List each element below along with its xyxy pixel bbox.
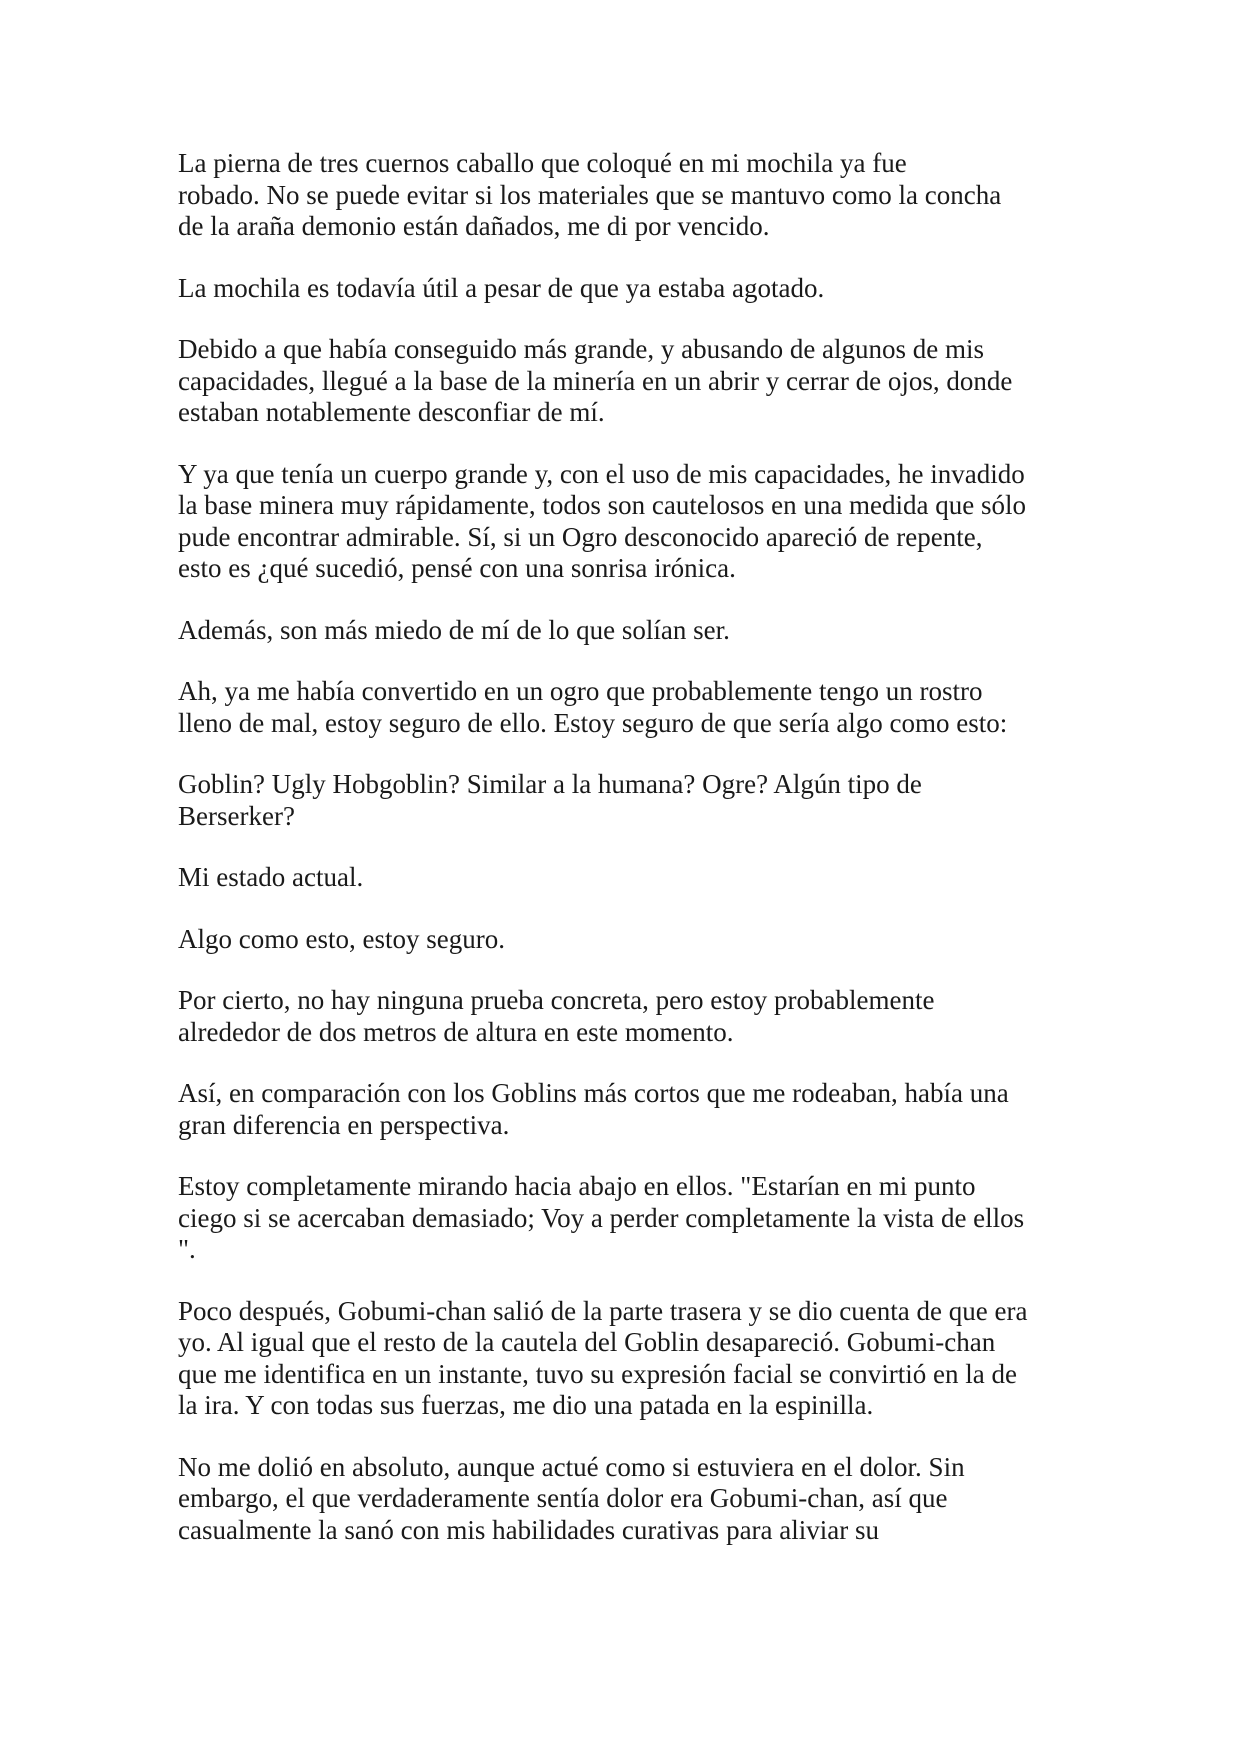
text-line: la base minera muy rápidamente, todos son cautelosos en una medida que sólo [178,490,1027,520]
paragraph-10 [178,985,1078,1048]
text-line: esto es ¿qué sucedió, pensé con una sonrisa irónica. [178,553,736,583]
paragraph-8 [178,862,1078,894]
text-line: No me dolió en absoluto, aunque actué como si estuviera en el dolor. Sin [178,1451,965,1482]
text-line: pude encontrar admirable. Sí, si un Ogro desconocido apareció de repente, [178,521,983,552]
text-line: ". [178,1234,196,1264]
paragraph-3 [178,334,1078,429]
text-line: yo. Al igual que el resto de la cautela del Goblin desapareció. Gobumi-chan [178,1327,996,1357]
text-line: de la araña demonio están dañados, me di por vencido. [178,211,770,241]
text-line: Por cierto, no hay ninguna prueba concreta, pero estoy probablemente [178,985,935,1015]
paragraph-14 [178,1452,1078,1547]
text-line: que me identifica en un instante, tuvo su expresión facial se convirtió en la de [178,1358,1017,1389]
text-line: casualmente la sanó con mis habilidades curativas para aliviar su [178,1514,879,1545]
paragraph-11 [178,1078,1078,1141]
text-line: gran diferencia en perspectiva. [178,1109,510,1140]
text-line: capacidades, llegué a la base de la minería en un abrir y cerrar de ojos, donde [178,365,1013,396]
text-line: embargo, el que verdaderamente sentía dolor era Gobumi-chan, así que [178,1483,948,1513]
text-line: robado. No se puede evitar si los materiales que se mantuvo como la concha [178,179,1002,210]
text-line: Además, son más miedo de mí de lo que solían ser. [178,614,730,645]
text-line: Poco después, Gobumi-chan salió de la parte trasera y se dio cuenta de que era [178,1295,1028,1326]
text-line: Algo como esto, estoy seguro. [178,923,505,954]
text-line: Y ya que tenía un cuerpo grande y, con el uso de mis capacidades, he invadido [178,458,1025,489]
text-line: Mi estado actual. [178,862,364,892]
paragraph-5 [178,615,1078,647]
paragraph-13 [178,1296,1078,1422]
paragraph-9 [178,924,1078,956]
text-line: ciego si se acercaban demasiado; Voy a perder completamente la vista de ellos [178,1202,1025,1233]
text-line: estaban notablemente desconfiar de mí. [178,397,605,427]
text-line: Goblin? Ugly Hobgoblin? Similar a la humana? Ogre? Algún tipo de [178,769,922,799]
paragraph-6 [178,676,1078,739]
paragraph-4 [178,459,1078,585]
text-line: Estoy completamente mirando hacia abajo en ellos. "Estarían en mi punto [178,1171,976,1201]
text-line: Debido a que había conseguido más grande, y abusando de algunos de mis [178,334,985,364]
text-line: alrededor de dos metros de altura en este momento. [178,1016,734,1047]
paragraph-1 [178,148,1078,243]
text-line: Ah, ya me había convertido en un ogro que probablemente tengo un rostro [178,676,983,706]
text-line: Así, en comparación con los Goblins más cortos que me rodeaban, había una [178,1078,1009,1108]
text-line: La pierna de tres cuernos caballo que coloqué en mi mochila ya fue [178,148,907,178]
paragraph-7 [178,769,1078,832]
text-line: Berserker? [178,800,295,831]
text-line: lleno de mal, estoy seguro de ello. Estoy seguro de que sería algo como esto: [178,707,1008,738]
body-text [178,148,1078,1576]
paragraph-2 [178,273,1078,305]
paragraph-12 [178,1171,1078,1266]
text-line: La mochila es todavía útil a pesar de que ya estaba agotado. [178,272,825,303]
text-line: la ira. Y con todas sus fuerzas, me dio una patada en la espinilla. [178,1390,874,1420]
